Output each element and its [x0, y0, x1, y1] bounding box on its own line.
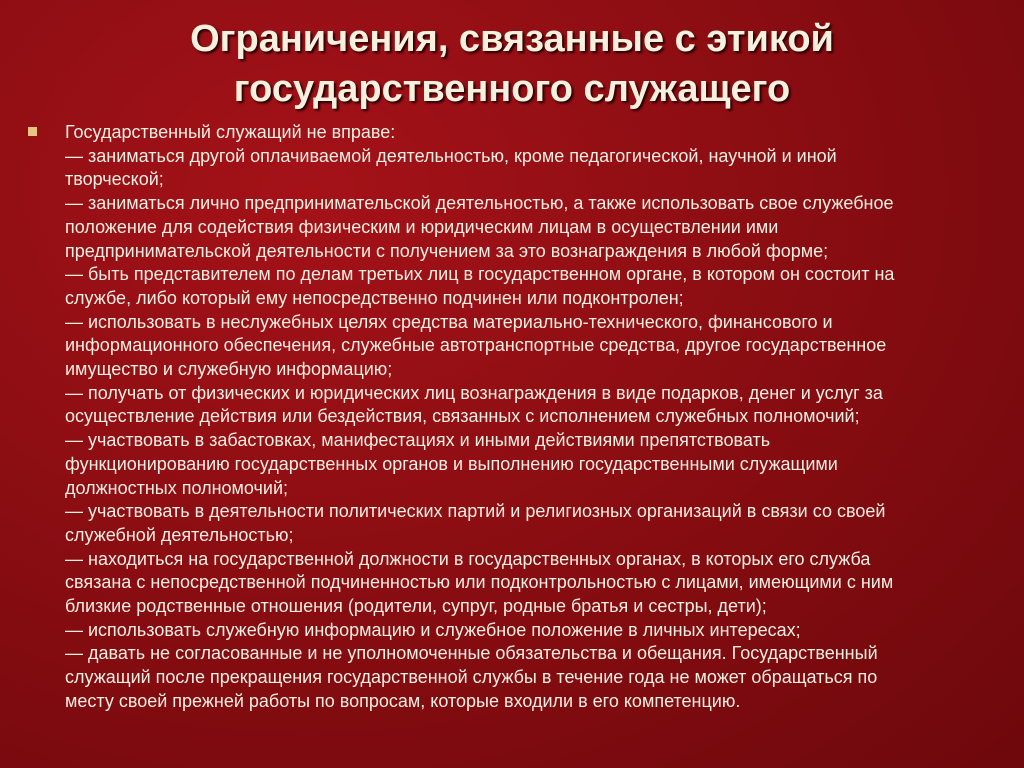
slide-content [28, 121, 988, 714]
bullet-item [28, 121, 988, 714]
text-line: — заниматься другой оплачиваемой деятельностью, кроме педагогической, научной и иной [65, 145, 837, 166]
square-bullet-icon [28, 127, 37, 136]
text-line: должностных полномочий; [65, 477, 289, 498]
title-line: государственного служащего [233, 68, 791, 110]
text-line: Государственный служащий не вправе: [65, 122, 396, 142]
text-line: служащий после прекращения государственной службы в течение года не может обращаться по [65, 667, 878, 688]
text-line: — получать от физических и юридических лиц вознаграждения в виде подарков, денег и услуг за [65, 382, 883, 403]
text-line: месту своей прежней работы по вопросам, которые входили в его компетенцию. [65, 690, 741, 711]
text-line: имущество и служебную информацию; [65, 359, 393, 380]
text-line: — быть представителем по делам третьих лиц в государственном органе, в котором он состоит на [65, 264, 895, 285]
text-line: близкие родственные отношения (родители, супруг, родные братья и сестры, дети); [65, 596, 767, 617]
text-line: службе, либо который ему непосредственно подчинен или подконтролен; [65, 287, 684, 308]
text-line: служебной деятельностью; [65, 524, 294, 545]
text-line: предпринимательской деятельности с получением за это вознаграждения в любой форме; [65, 240, 829, 261]
bullet-text [65, 121, 894, 714]
slide-title [60, 14, 964, 114]
text-line: — участвовать в деятельности политических партий и религиозных организаций в связи со своей [65, 501, 886, 522]
text-line: творческой; [65, 169, 164, 190]
text-line: связана с непосредственной подчиненностью или подконтрольностью с лицами, имеющими с ним [65, 572, 894, 593]
text-line: — заниматься лично предпринимательской деятельностью, а также использовать свое служебное [65, 193, 894, 214]
text-line: — использовать служебную информацию и служебное положение в личных интересах; [65, 619, 801, 640]
text-line: — участвовать в забастовках, манифестациях и иными действиями препятствовать [65, 430, 771, 451]
text-line: — давать не согласованные и не уполномоченные обязательства и обещания. Государственный [65, 643, 878, 664]
text-line: осуществление действия или бездействия, связанных с исполнением служебных полномочий; [65, 406, 860, 427]
text-line: — использовать в неслужебных целях средства материально-технического, финансового и [65, 311, 833, 332]
text-line: информационного обеспечения, служебные автотранспортные средства, другое государственное [65, 335, 887, 356]
text-line: функционированию государственных органов и выполнению государственными служащими [65, 453, 838, 474]
text-line: — находиться на государственной должности в государственных органах, в которых его служба [65, 548, 871, 569]
text-line: положение для содействия физическим и юридическим лицам в осуществлении ими [65, 216, 779, 237]
title-line: Ограничения, связанные с этикой [190, 18, 834, 60]
